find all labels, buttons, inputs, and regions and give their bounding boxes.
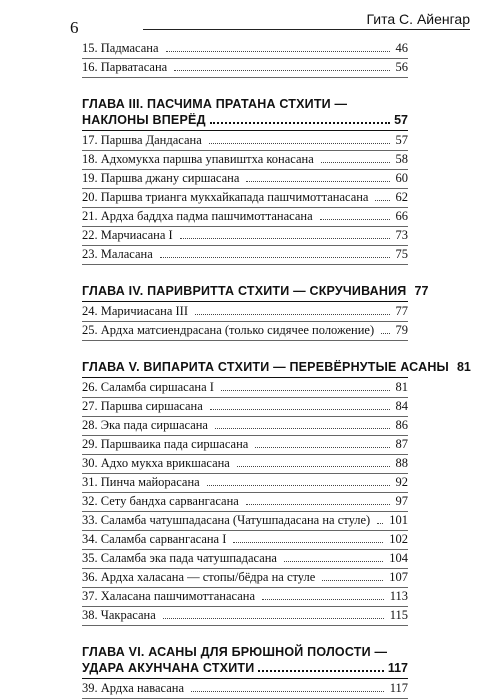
entry-page-number: 46 [395, 41, 408, 55]
dot-leader [381, 333, 389, 334]
entry-title: 16. Парватасана [82, 60, 168, 74]
chapter-title-line1: ГЛАВА VI. АСАНЫ ДЛЯ БРЮШНОЙ ПОЛОСТИ — [82, 645, 388, 659]
dot-leader [160, 257, 390, 258]
dot-leader [233, 542, 383, 543]
entry-page-number: 86 [395, 418, 408, 432]
entry-page-number: 73 [395, 228, 408, 242]
dot-leader [207, 485, 390, 486]
entry-title: 21. Ардха баддха падма пашчимоттанасана [82, 209, 313, 223]
toc-entry[interactable] [82, 132, 408, 151]
chapter-page-number: 57 [394, 113, 408, 127]
entry-page-number: 62 [395, 190, 408, 204]
dot-leader [320, 219, 390, 220]
entry-page-number: 58 [395, 152, 408, 166]
toc-entry[interactable] [82, 569, 408, 588]
chapter-title: ГЛАВА V. ВИПАРИТА СТХИТИ — ПЕРЕВЁРНУТЫЕ АСАНЫ [82, 360, 449, 374]
toc-entry[interactable] [82, 398, 408, 417]
entry-page-number: 77 [395, 304, 408, 318]
entry-page-number: 107 [389, 570, 408, 584]
dot-leader [166, 51, 390, 52]
toc-entry[interactable] [82, 455, 408, 474]
entry-title: 35. Саламба эка пада чатушпадасана [82, 551, 277, 565]
chapter-page-number: 77 [414, 284, 429, 298]
chapter-spacer [82, 341, 408, 355]
entry-page-number: 117 [389, 681, 408, 695]
toc-entry[interactable] [82, 379, 408, 398]
entry-title: 22. Марчиасана I [82, 228, 173, 242]
entry-title: 28. Эка пада сиршасана [82, 418, 208, 432]
toc-entry[interactable] [82, 322, 408, 341]
entry-page-number: 75 [395, 247, 408, 261]
toc-entry[interactable] [82, 59, 408, 78]
dot-leader [180, 238, 390, 239]
toc-entry[interactable] [82, 493, 408, 512]
dot-leader [258, 670, 383, 672]
dot-leader [246, 181, 389, 182]
entry-page-number: 60 [395, 171, 408, 185]
toc-entry[interactable] [82, 303, 408, 322]
entry-page-number: 57 [395, 133, 408, 147]
chapter-spacer [82, 78, 408, 92]
entry-title: 31. Пинча майорасана [82, 475, 200, 489]
entry-title: 38. Чакрасана [82, 608, 156, 622]
dot-leader [375, 200, 389, 201]
entry-title: 19. Паршва джану сиршасана [82, 171, 240, 185]
toc-entry[interactable] [82, 512, 408, 531]
dot-leader [246, 504, 390, 505]
toc-entry[interactable] [82, 40, 408, 59]
entry-title: 27. Паршва сиршасана [82, 399, 203, 413]
toc-entry[interactable] [82, 170, 408, 189]
toc-entry[interactable] [82, 607, 408, 626]
entry-title: 36. Ардха халасана — стопы/бёдра на стуле [82, 570, 316, 584]
entry-page-number: 88 [395, 456, 408, 470]
entry-page-number: 56 [395, 60, 408, 74]
dot-leader [322, 580, 383, 581]
entry-title: 23. Маласана [82, 247, 153, 261]
entry-title: 15. Падмасана [82, 41, 159, 55]
chapter-title-line2: НАКЛОНЫ ВПЕРЁД [82, 113, 206, 127]
toc-entry[interactable] [82, 417, 408, 436]
entry-title: 18. Адхомукха паршва упавиштха конасана [82, 152, 314, 166]
toc-entry[interactable] [82, 208, 408, 227]
chapter-rule [82, 130, 408, 131]
entry-page-number: 79 [395, 323, 408, 337]
dot-leader [210, 122, 390, 124]
dot-leader [210, 409, 390, 410]
toc-entry[interactable] [82, 151, 408, 170]
entry-page-number: 87 [395, 437, 408, 451]
entry-page-number: 66 [395, 209, 408, 223]
dot-leader [237, 466, 390, 467]
toc-entry[interactable] [82, 436, 408, 455]
toc-entry[interactable] [82, 531, 408, 550]
entry-title: 17. Паршва Дандасана [82, 133, 202, 147]
dot-leader [284, 561, 383, 562]
chapter-heading[interactable] [82, 279, 429, 303]
entry-title: 26. Саламба сиршасана I [82, 380, 214, 394]
chapter-title: ГЛАВА IV. ПАРИВРИТТА СТХИТИ — СКРУЧИВАНИЯ [82, 284, 407, 298]
chapter-heading[interactable] [82, 640, 408, 680]
entry-page-number: 101 [389, 513, 408, 527]
dot-leader [262, 599, 384, 600]
entry-page-number: 97 [395, 494, 408, 508]
dot-leader [174, 70, 389, 71]
chapter-spacer [82, 265, 408, 279]
dot-leader [255, 447, 389, 448]
chapter-heading[interactable] [82, 92, 408, 132]
dot-leader [209, 143, 390, 144]
toc-entry[interactable] [82, 246, 408, 265]
entry-title: 30. Адхо мукха врикшасана [82, 456, 230, 470]
entry-title: 34. Саламба сарвангасана I [82, 532, 227, 546]
entry-title: 25. Ардха матсиендрасана (только сидячее положение) [82, 323, 375, 337]
entry-title: 29. Паршвaика пада сиршасана [82, 437, 249, 451]
chapter-page-number: 81 [456, 360, 471, 374]
chapter-rule [82, 301, 408, 302]
entry-title: 20. Паршва трианга мукхайкапада пашчимоттанасана [82, 190, 369, 204]
chapter-title-line2: УДАРА АКУНЧАНА СТХИТИ [82, 661, 255, 675]
dot-leader [195, 314, 390, 315]
dot-leader [163, 618, 384, 619]
chapter-page-number: 117 [387, 661, 408, 675]
entry-page-number: 104 [389, 551, 408, 565]
entry-page-number: 81 [395, 380, 408, 394]
toc-entry[interactable] [82, 474, 408, 493]
entry-title: 39. Ардха навасана [82, 681, 184, 695]
entry-page-number: 113 [389, 589, 408, 603]
dot-leader [221, 390, 390, 391]
entry-page-number: 84 [395, 399, 408, 413]
chapter-title-line1: ГЛАВА III. ПАСЧИМА ПРАТАНА СТХИТИ — [82, 97, 348, 111]
chapter-rule [82, 678, 408, 679]
entry-page-number: 92 [395, 475, 408, 489]
dot-leader [215, 428, 390, 429]
running-title: Гита С. Айенгар [366, 11, 470, 27]
entry-title: 37. Халасана пашчимоттанасана [82, 589, 256, 603]
chapter-spacer [82, 626, 408, 640]
dot-leader [321, 162, 390, 163]
dot-leader [191, 691, 384, 692]
entry-title: 33. Саламба чатушпадасана (Чатушпадасана на стуле) [82, 513, 371, 527]
dot-leader [377, 523, 383, 524]
entry-title: 24. Маричиасана III [82, 304, 188, 318]
entry-page-number: 102 [389, 532, 408, 546]
chapter-rule [82, 377, 408, 378]
entry-title: 32. Сету бандха сарвангасана [82, 494, 239, 508]
header-rule [143, 29, 470, 30]
table-of-contents [82, 40, 471, 699]
page-header [70, 8, 470, 38]
chapter-heading[interactable] [82, 355, 471, 379]
page-number: 6 [70, 18, 79, 37]
toc-entry[interactable] [82, 588, 408, 607]
toc-entry[interactable] [82, 227, 408, 246]
toc-entry[interactable] [82, 550, 408, 569]
toc-entry[interactable] [82, 680, 408, 699]
toc-entry[interactable] [82, 189, 408, 208]
entry-page-number: 115 [389, 608, 408, 622]
